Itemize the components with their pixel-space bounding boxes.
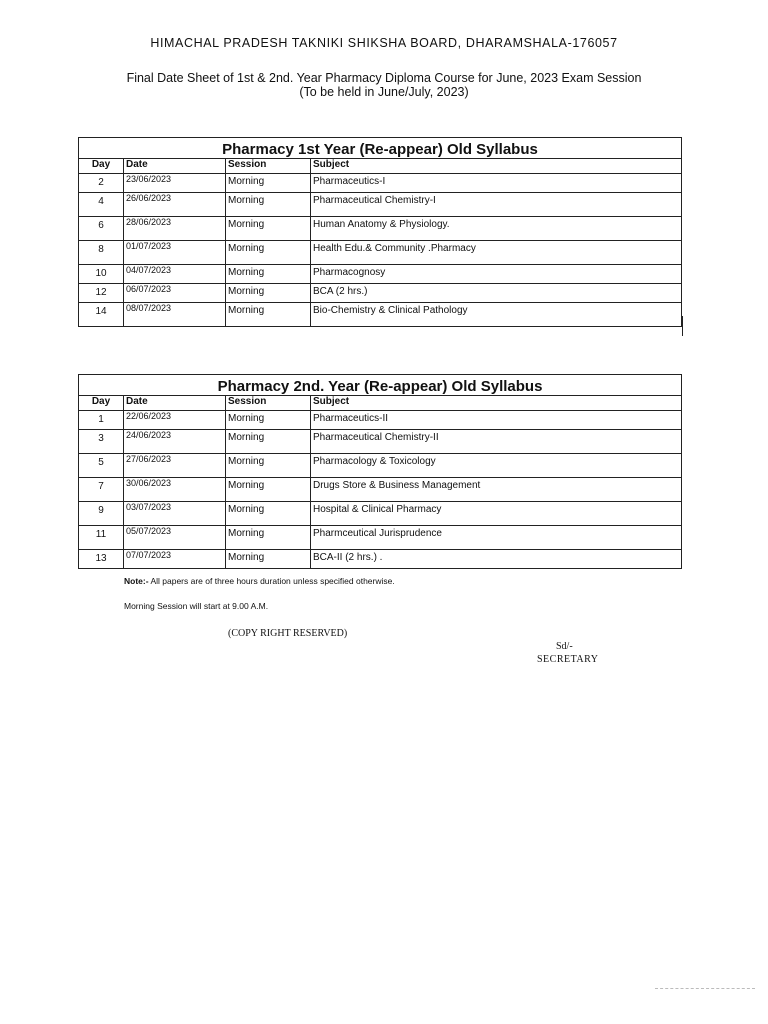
table-row [79, 241, 682, 265]
date-cell: 30/06/2023 [124, 478, 226, 502]
day-cell: 8 [79, 241, 124, 265]
table-edge-mark [682, 316, 683, 336]
session-cell: Morning [226, 193, 311, 217]
date-cell: 07/07/2023 [124, 550, 226, 569]
subject-cell: Hospital & Clinical Pharmacy [311, 502, 682, 526]
subject-cell: BCA-II (2 hrs.) . [311, 550, 682, 569]
subject-cell: Bio-Chemistry & Clinical Pathology [311, 303, 682, 327]
subject-cell: Drugs Store & Business Management [311, 478, 682, 502]
day-cell: 3 [79, 430, 124, 454]
table-row [79, 526, 682, 550]
session-cell: Morning [226, 217, 311, 241]
table-row [79, 454, 682, 478]
subject-cell: Human Anatomy & Physiology. [311, 217, 682, 241]
session-start-note: Morning Session will start at 9.00 A.M. [124, 601, 269, 611]
note-label: Note:- [124, 576, 149, 586]
day-cell: 5 [79, 454, 124, 478]
col-date-header: Date [124, 396, 226, 411]
signatory-title: SECRETARY [537, 654, 599, 665]
col-session-header: Session [226, 159, 311, 174]
session-cell: Morning [226, 265, 311, 284]
day-cell: 10 [79, 265, 124, 284]
session-cell: Morning [226, 502, 311, 526]
date-cell: 01/07/2023 [124, 241, 226, 265]
table-row [79, 411, 682, 430]
duration-note [124, 576, 395, 586]
col-day-header: Day [79, 396, 124, 411]
date-cell: 27/06/2023 [124, 454, 226, 478]
subject-cell: BCA (2 hrs.) [311, 284, 682, 303]
day-cell: 1 [79, 411, 124, 430]
day-cell: 4 [79, 193, 124, 217]
date-cell: 28/06/2023 [124, 217, 226, 241]
session-cell: Morning [226, 454, 311, 478]
day-cell: 7 [79, 478, 124, 502]
subject-cell: Pharmaceutics-II [311, 411, 682, 430]
first-year-table [78, 137, 682, 327]
date-cell: 26/06/2023 [124, 193, 226, 217]
date-cell: 04/07/2023 [124, 265, 226, 284]
session-cell: Morning [226, 174, 311, 193]
day-cell: 2 [79, 174, 124, 193]
session-cell: Morning [226, 478, 311, 502]
table-header-row [79, 396, 682, 411]
session-cell: Morning [226, 550, 311, 569]
board-heading: HIMACHAL PRADESH TAKNIKI SHIKSHA BOARD, DHARAMSHALA-176057 [150, 36, 618, 50]
date-cell: 08/07/2023 [124, 303, 226, 327]
col-day-header: Day [79, 159, 124, 174]
subject-cell: Health Edu.& Community .Pharmacy [311, 241, 682, 265]
copyright-notice: (COPY RIGHT RESERVED) [228, 628, 348, 639]
table-row [79, 430, 682, 454]
session-cell: Morning [226, 430, 311, 454]
session-cell: Morning [226, 526, 311, 550]
session-cell: Morning [226, 303, 311, 327]
day-cell: 14 [79, 303, 124, 327]
datesheet-title: Final Date Sheet of 1st & 2nd. Year Pharmacy Diploma Course for June, 2023 Exam Session [126, 71, 642, 85]
day-cell: 11 [79, 526, 124, 550]
date-cell: 05/07/2023 [124, 526, 226, 550]
session-cell: Morning [226, 411, 311, 430]
signature-sd: Sd/- [556, 641, 573, 652]
table-header-row [79, 159, 682, 174]
date-cell: 22/06/2023 [124, 411, 226, 430]
subject-cell: Pharmacology & Toxicology [311, 454, 682, 478]
col-date-header: Date [124, 159, 226, 174]
second-year-table-title: Pharmacy 2nd. Year (Re-appear) Old Syllabus [79, 375, 682, 396]
session-cell: Morning [226, 241, 311, 265]
table-row [79, 478, 682, 502]
table-row [79, 502, 682, 526]
subject-cell: Pharmaceutical Chemistry-I [311, 193, 682, 217]
day-cell: 9 [79, 502, 124, 526]
subject-cell: Pharmaceutics-I [311, 174, 682, 193]
date-cell: 23/06/2023 [124, 174, 226, 193]
day-cell: 12 [79, 284, 124, 303]
subject-cell: Pharmaceutical Chemistry-II [311, 430, 682, 454]
subject-cell: Pharmacognosy [311, 265, 682, 284]
table-row [79, 303, 682, 327]
first-year-table-title: Pharmacy 1st Year (Re-appear) Old Syllabus [79, 138, 682, 159]
col-subject-header: Subject [311, 159, 682, 174]
table-row [79, 550, 682, 569]
scan-artifact-line [655, 988, 755, 989]
table-row [79, 265, 682, 284]
date-cell: 06/07/2023 [124, 284, 226, 303]
col-session-header: Session [226, 396, 311, 411]
date-cell: 03/07/2023 [124, 502, 226, 526]
session-cell: Morning [226, 284, 311, 303]
col-subject-header: Subject [311, 396, 682, 411]
table-row [79, 284, 682, 303]
table-row [79, 193, 682, 217]
day-cell: 13 [79, 550, 124, 569]
note-text: All papers are of three hours duration unless specified otherwise. [148, 576, 395, 586]
table-row [79, 174, 682, 193]
datesheet-subtitle: (To be held in June/July, 2023) [299, 85, 469, 99]
date-cell: 24/06/2023 [124, 430, 226, 454]
subject-cell: Pharmceutical Jurisprudence [311, 526, 682, 550]
day-cell: 6 [79, 217, 124, 241]
table-row [79, 217, 682, 241]
second-year-table [78, 374, 682, 569]
